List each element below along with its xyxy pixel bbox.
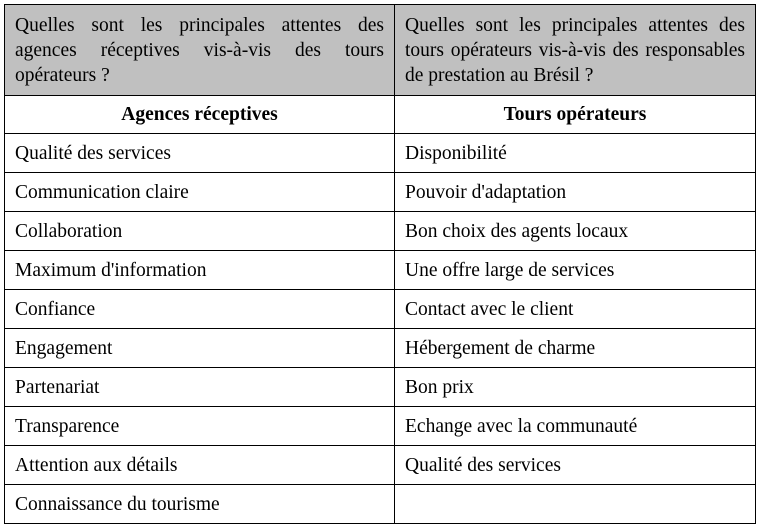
table-row	[5, 407, 756, 446]
cell-tours: Une offre large de services	[395, 251, 756, 290]
table-row	[5, 329, 756, 368]
cell-tours: Qualité des services	[395, 446, 756, 485]
cell-tours	[395, 485, 756, 524]
table-row	[5, 290, 756, 329]
cell-agences: Transparence	[5, 407, 395, 446]
table-row	[5, 212, 756, 251]
header-agences: Agences réceptives	[5, 96, 395, 134]
cell-agences: Attention aux détails	[5, 446, 395, 485]
cell-agences: Partenariat	[5, 368, 395, 407]
question-agences: Quelles sont les principales attentes des agences réceptives vis-à-vis des tours opérateurs ?	[5, 5, 395, 96]
table-row	[5, 485, 756, 524]
cell-agences: Engagement	[5, 329, 395, 368]
table-row	[5, 446, 756, 485]
header-row	[5, 96, 756, 134]
cell-agences: Qualité des services	[5, 134, 395, 173]
cell-tours: Disponibilité	[395, 134, 756, 173]
cell-tours: Hébergement de charme	[395, 329, 756, 368]
cell-agences: Collaboration	[5, 212, 395, 251]
cell-agences: Connaissance du tourisme	[5, 485, 395, 524]
cell-tours: Pouvoir d'adaptation	[395, 173, 756, 212]
table-row	[5, 173, 756, 212]
table-row	[5, 368, 756, 407]
question-tours: Quelles sont les principales attentes des tours opérateurs vis-à-vis des responsables de prestation au Brésil ?	[395, 5, 756, 96]
cell-tours: Echange avec la communauté	[395, 407, 756, 446]
table-row	[5, 251, 756, 290]
cell-agences: Confiance	[5, 290, 395, 329]
expectations-table	[4, 4, 756, 524]
question-row	[5, 5, 756, 96]
cell-agences: Maximum d'information	[5, 251, 395, 290]
header-tours: Tours opérateurs	[395, 96, 756, 134]
cell-agences: Communication claire	[5, 173, 395, 212]
table-row	[5, 134, 756, 173]
cell-tours: Bon prix	[395, 368, 756, 407]
cell-tours: Bon choix des agents locaux	[395, 212, 756, 251]
cell-tours: Contact avec le client	[395, 290, 756, 329]
